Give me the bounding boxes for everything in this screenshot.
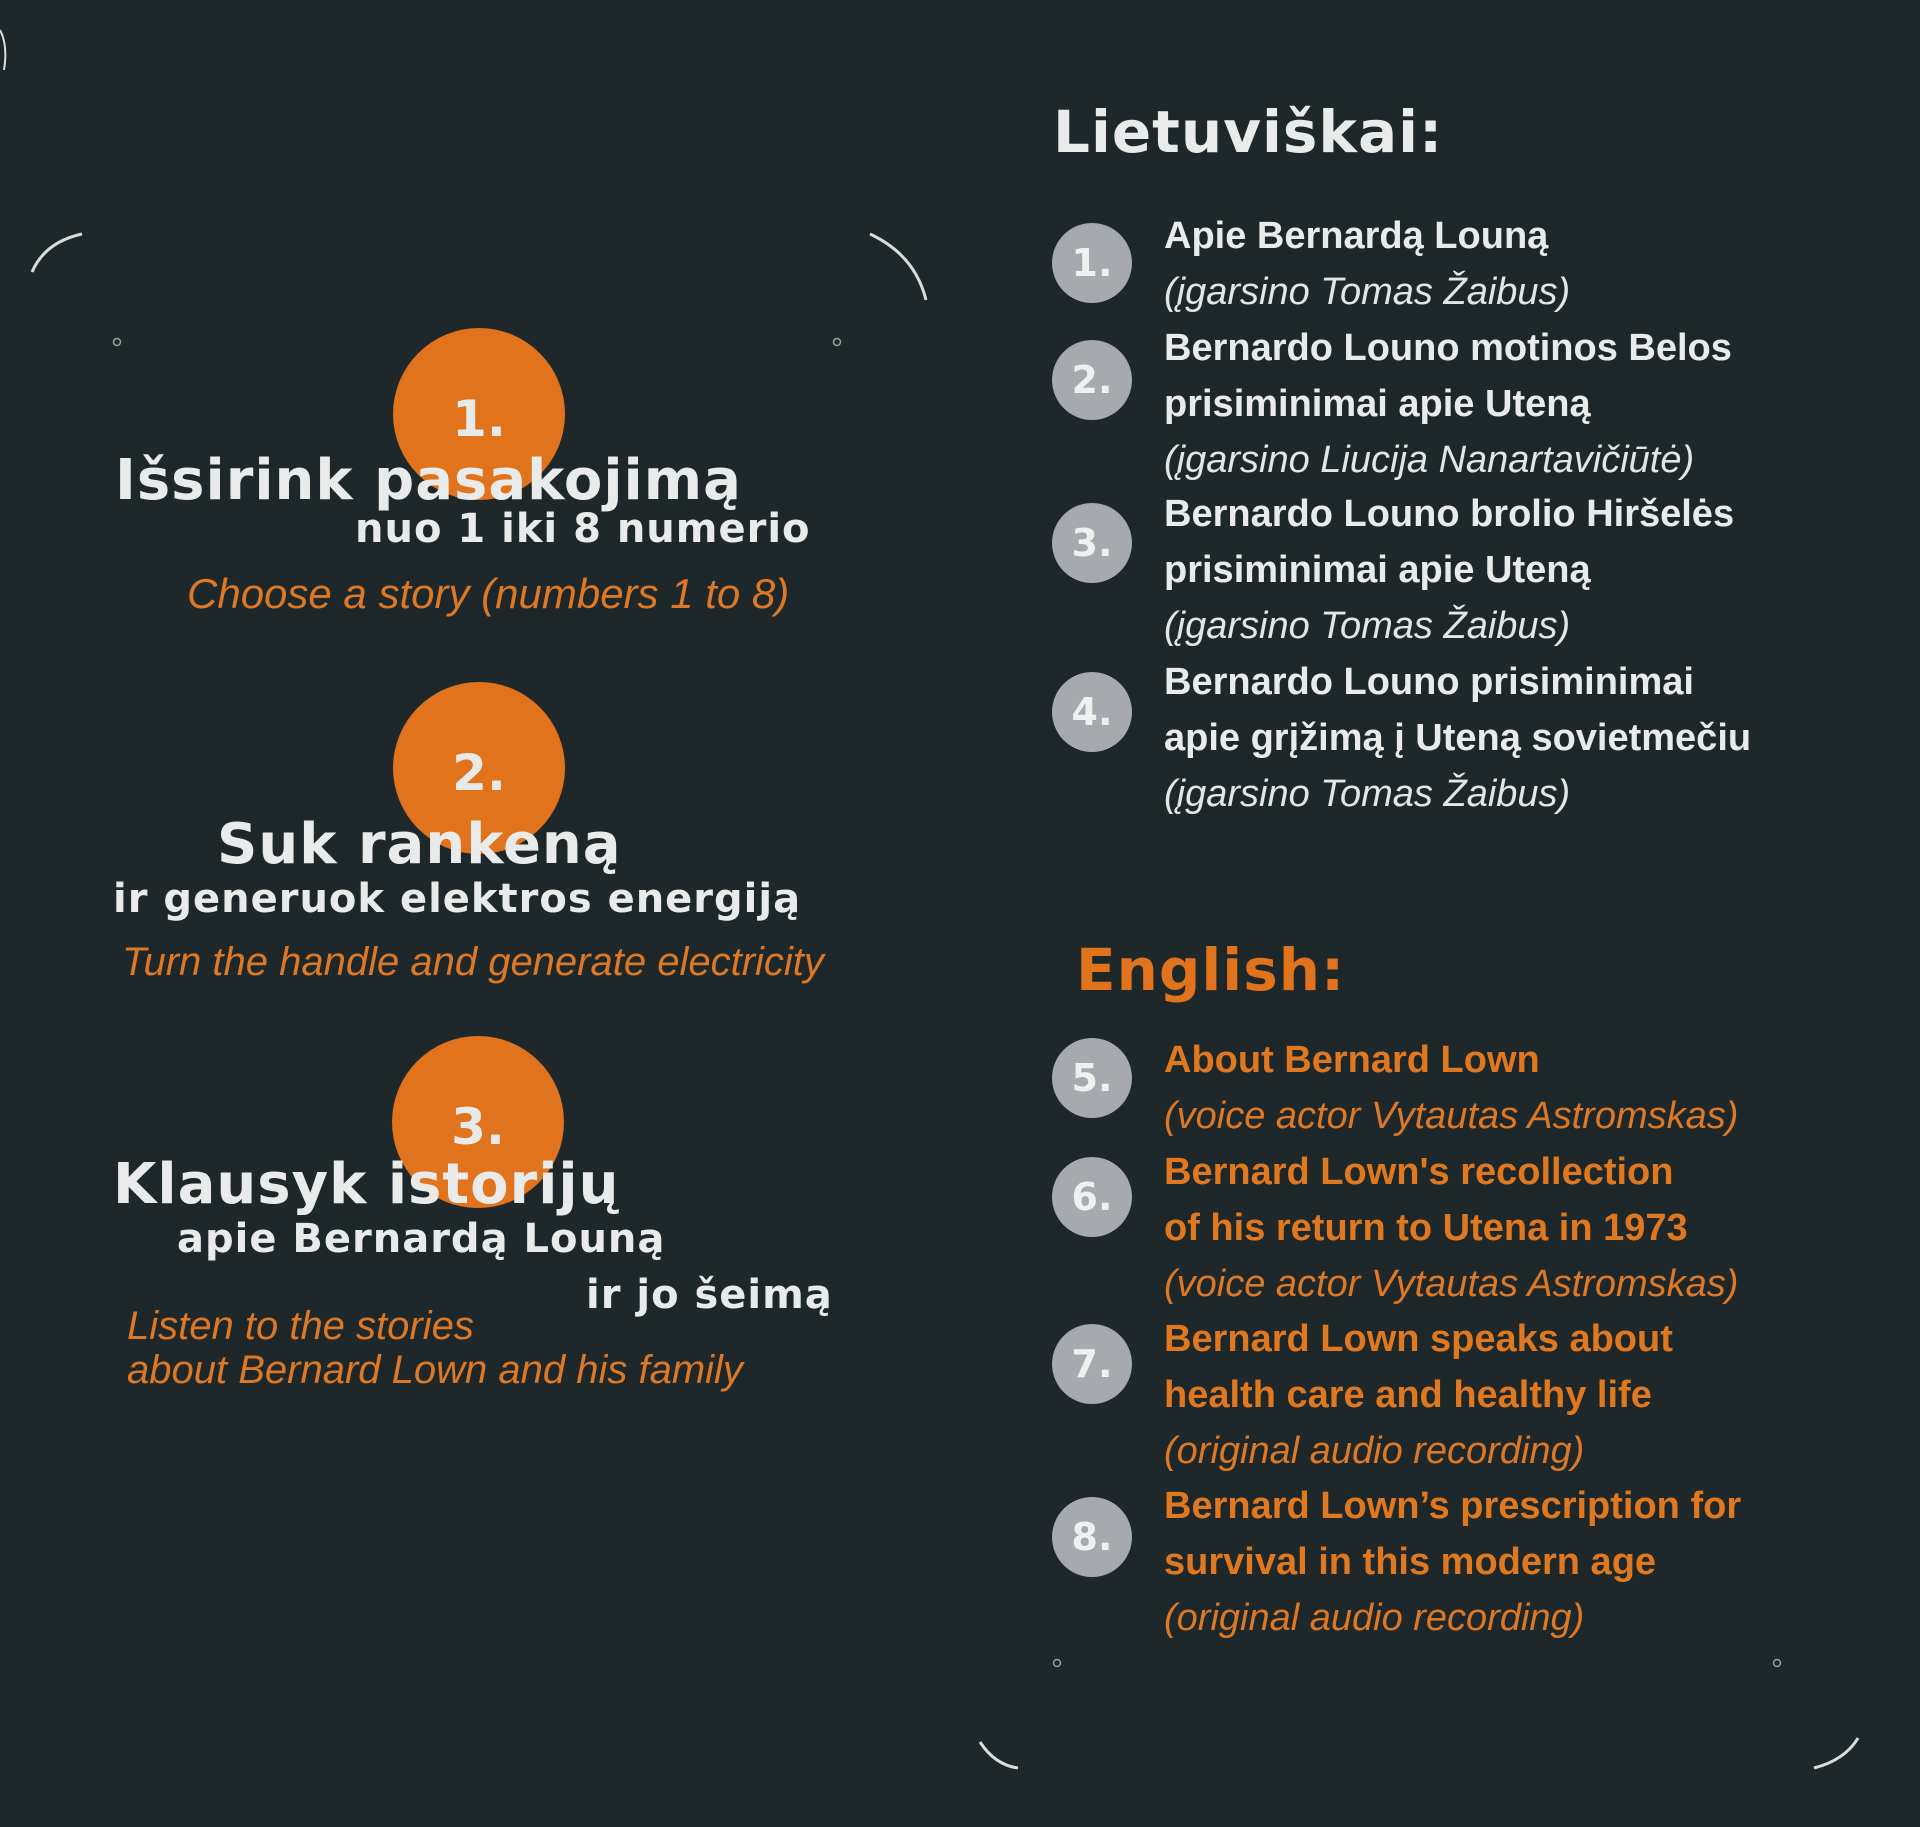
story-number-badge: 3. xyxy=(1052,503,1132,583)
step-number-badge: 3. xyxy=(392,1036,564,1208)
story-number-badge: 8. xyxy=(1052,1497,1132,1577)
story-title: apie grįžimą į Uteną sovietmečiu xyxy=(1164,717,1752,759)
story-title: survival in this modern age xyxy=(1164,1541,1657,1583)
step-title: Klausyk istorijų xyxy=(113,1152,620,1217)
story-credit: (įgarsino Tomas Žaibus) xyxy=(1164,605,1571,647)
story-credit: (įgarsino Liucija Nanartavičiūtė) xyxy=(1164,439,1695,481)
step-number-badge: 2. xyxy=(393,682,565,854)
step-english-text: Choose a story (numbers 1 to 8) xyxy=(187,570,790,617)
story-credit: (įgarsino Tomas Žaibus) xyxy=(1164,773,1571,815)
story-credit: (įgarsino Tomas Žaibus) xyxy=(1164,271,1571,313)
story-number-badge: 2. xyxy=(1052,340,1132,420)
story-title: health care and healthy life xyxy=(1164,1374,1652,1416)
step-english-text: about Bernard Lown and his family xyxy=(127,1348,743,1392)
step-title: Suk rankeną xyxy=(217,812,622,877)
story-title: Apie Bernardą Louną xyxy=(1164,215,1549,257)
story-number-badge: 1. xyxy=(1052,223,1132,303)
step-english-text: Listen to the stories xyxy=(127,1304,474,1348)
step-english-text: Turn the handle and generate electricity xyxy=(122,940,824,984)
step-number-badge: 1. xyxy=(393,328,565,500)
story-number-badge: 7. xyxy=(1052,1324,1132,1404)
story-title: About Bernard Lown xyxy=(1164,1039,1540,1081)
story-title: Bernardo Louno prisiminimai xyxy=(1164,661,1694,703)
step-subtitle: ir jo šeimą xyxy=(586,1272,833,1318)
step-subtitle: ir generuok elektros energiją xyxy=(113,876,802,922)
story-number-badge: 6. xyxy=(1052,1157,1132,1237)
story-number-badge: 4. xyxy=(1052,672,1132,752)
story-title: prisiminimai apie Uteną xyxy=(1164,383,1591,425)
step-subtitle: nuo 1 iki 8 numerio xyxy=(355,506,811,552)
story-credit: (voice actor Vytautas Astromskas) xyxy=(1164,1263,1739,1305)
english-heading: English: xyxy=(1076,936,1346,1004)
step-subtitle: apie Bernardą Louną xyxy=(177,1216,666,1262)
story-title: Bernard Lown speaks about xyxy=(1164,1318,1673,1360)
step-title: Išsirink pasakojimą xyxy=(115,448,742,513)
story-number-badge: 5. xyxy=(1052,1038,1132,1118)
story-title: of his return to Utena in 1973 xyxy=(1164,1207,1688,1249)
story-title: Bernardo Louno brolio Hiršelės xyxy=(1164,493,1735,535)
story-title: prisiminimai apie Uteną xyxy=(1164,549,1591,591)
story-title: Bernardo Louno motinos Belos xyxy=(1164,327,1732,369)
story-credit: (voice actor Vytautas Astromskas) xyxy=(1164,1095,1739,1137)
story-credit: (original audio recording) xyxy=(1164,1430,1585,1472)
story-title: Bernard Lown’s prescription for xyxy=(1164,1485,1742,1527)
story-credit: (original audio recording) xyxy=(1164,1597,1585,1639)
lithuanian-heading: Lietuviškai: xyxy=(1053,98,1444,166)
story-title: Bernard Lown's recollection xyxy=(1164,1151,1674,1193)
